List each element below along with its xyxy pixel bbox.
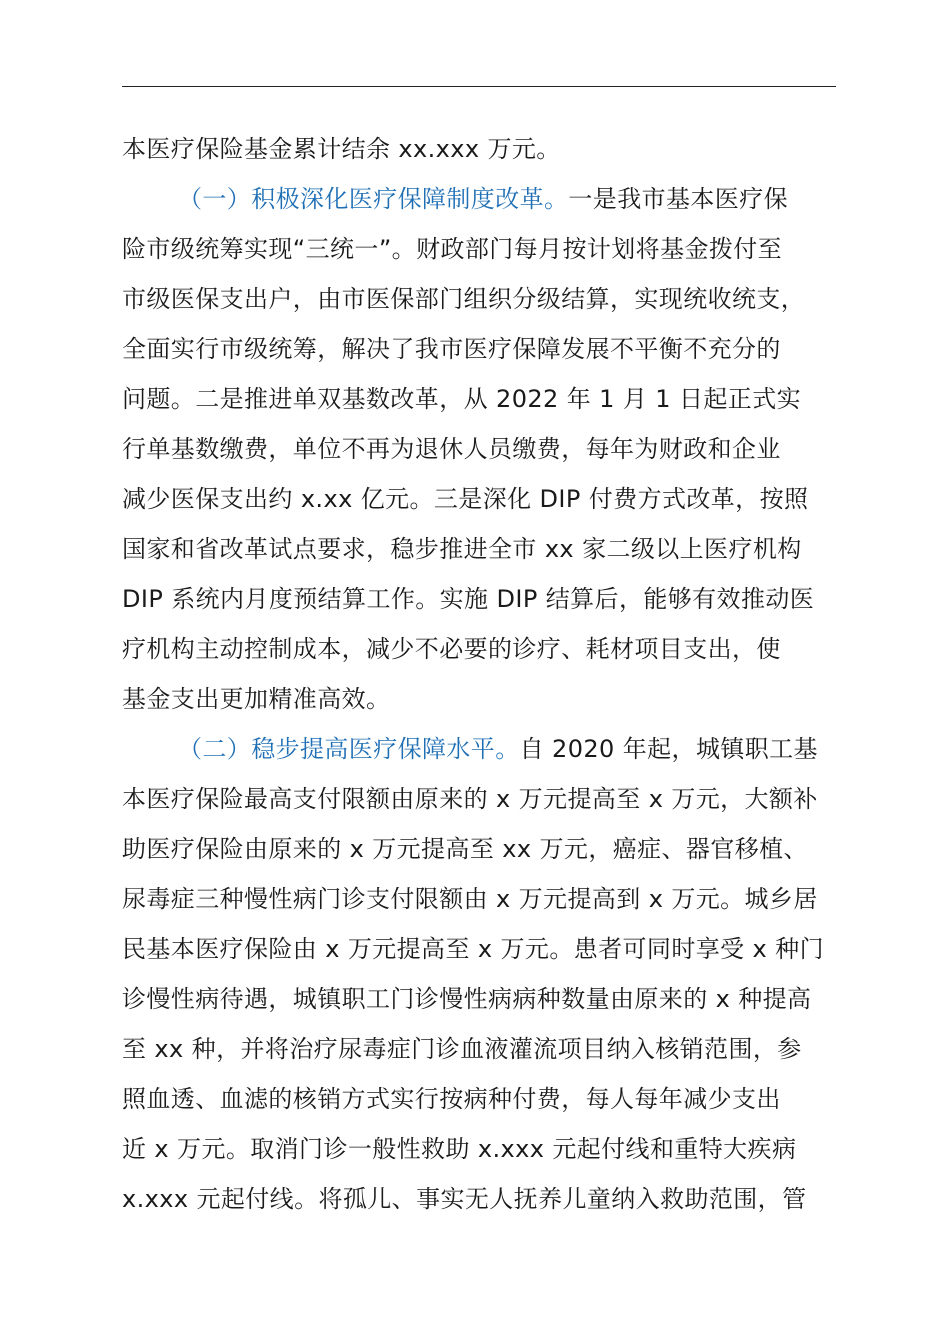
line-text: 助医疗保险由原来的 x 万元提高至 xx 万元，癌症、器官移植、	[122, 835, 808, 863]
line-text: 险市级统筹实现“三统一”。财政部门每月按计划将基金拨付至	[122, 235, 783, 263]
line-text: 全面实行市级统筹，解决了我市医疗保障发展不平衡不充分的	[122, 335, 781, 363]
line-text: 本医疗保险最高支付限额由原来的 x 万元提高至 x 万元，大额补	[122, 785, 818, 813]
text-line	[122, 324, 838, 374]
line-text: 近 x 万元。取消门诊一般性救助 x.xxx 元起付线和重特大疾病	[122, 1135, 797, 1163]
text-line	[122, 124, 838, 174]
line-text: 基金支出更加精准高效。	[122, 685, 391, 713]
line-text: 疗机构主动控制成本，减少不必要的诊疗、耗材项目支出，使	[122, 635, 781, 663]
text-line	[122, 774, 838, 824]
text-line	[122, 1174, 838, 1224]
line-text: x.xxx 元起付线。将孤儿、事实无人抚养儿童纳入救助范围，管	[122, 1185, 807, 1213]
text-line	[122, 474, 838, 524]
text-line	[122, 424, 838, 474]
text-line	[122, 1124, 838, 1174]
header-rule	[122, 86, 836, 87]
line-text: 行单基数缴费，单位不再为退休人员缴费，每年为财政和企业	[122, 435, 781, 463]
text-line	[122, 524, 838, 574]
line-text: 民基本医疗保险由 x 万元提高至 x 万元。患者可同时享受 x 种门	[122, 935, 824, 963]
line-text: 尿毒症三种慢性病门诊支付限额由 x 万元提高到 x 万元。城乡居	[122, 885, 818, 913]
line-text: 国家和省改革试点要求，稳步推进全市 xx 家二级以上医疗机构	[122, 535, 802, 563]
line-text: 自 2020 年起，城镇职工基	[519, 735, 818, 763]
line-text: 问题。二是推进单双基数改革，从 2022 年 1 月 1 日起正式实	[122, 385, 801, 413]
document-body	[122, 124, 838, 1224]
line-text: DIP 系统内月度预结算工作。实施 DIP 结算后，能够有效推动医	[122, 585, 815, 613]
text-line	[122, 274, 838, 324]
line-text: 照血透、血滤的核销方式实行按病种付费，每人每年减少支出	[122, 1085, 781, 1113]
line-text: 诊慢性病待遇，城镇职工门诊慢性病病种数量由原来的 x 种提高	[122, 985, 812, 1013]
text-line	[122, 574, 838, 624]
line-text: 至 xx 种，并将治疗尿毒症门诊血液灌流项目纳入核销范围，参	[122, 1035, 802, 1063]
text-line	[122, 224, 838, 274]
text-line	[122, 674, 838, 724]
section-heading-line	[122, 724, 838, 774]
text-line	[122, 374, 838, 424]
text-line	[122, 1024, 838, 1074]
text-line	[122, 1074, 838, 1124]
text-line	[122, 974, 838, 1024]
text-line	[122, 824, 838, 874]
text-line	[122, 624, 838, 674]
line-text: 一是我市基本医疗保	[568, 185, 789, 213]
text-line	[122, 874, 838, 924]
section-heading-1: （一）积极深化医疗保障制度改革。	[178, 185, 569, 213]
line-text: 减少医保支出约 x.xx 亿元。三是深化 DIP 付费方式改革，按照	[122, 485, 809, 513]
line-text: 本医疗保险基金累计结余 xx.xxx 万元。	[122, 135, 561, 163]
line-text: 市级医保支出户，由市医保部门组织分级结算，实现统收统支，	[122, 285, 806, 313]
section-heading-line	[122, 174, 838, 224]
text-line	[122, 924, 838, 974]
section-heading-2: （二）稳步提高医疗保障水平。	[178, 735, 520, 763]
